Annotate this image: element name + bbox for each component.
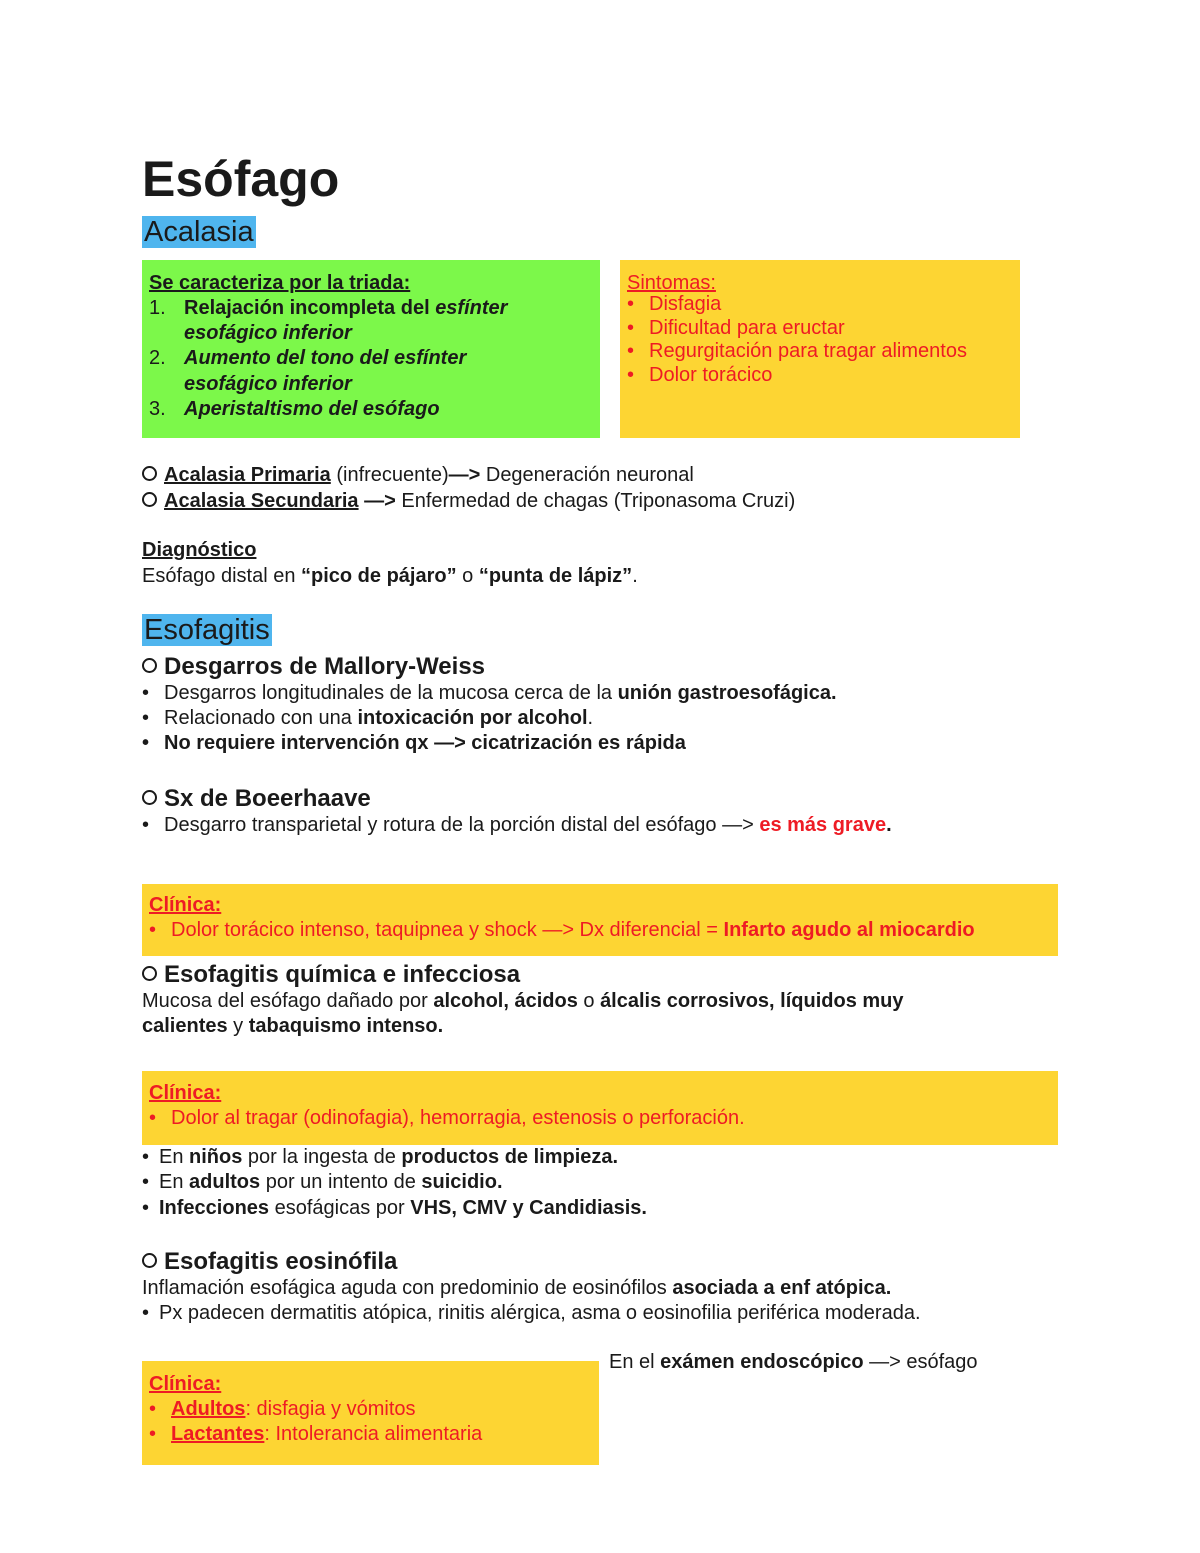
quimica-title: Esofagitis química e infecciosa bbox=[142, 960, 520, 990]
acalasia-secundaria: Acalasia Secundaria —> Enfermedad de chagas (Triponasoma Cruzi) bbox=[142, 489, 795, 514]
list-item: • Relacionado con una intoxicación por alcohol. bbox=[142, 707, 594, 729]
triad-item-3: 3. Aperistaltismo del esófago bbox=[149, 398, 440, 420]
clinica-label: Clínica: bbox=[149, 894, 222, 916]
circle-bullet-icon bbox=[142, 492, 157, 507]
triad-item-1-cont: esofágico inferior bbox=[184, 322, 352, 344]
circle-bullet-icon bbox=[142, 658, 157, 673]
list-item: • Lactantes: Intolerancia alimentaria bbox=[149, 1423, 483, 1445]
circle-bullet-icon bbox=[142, 966, 157, 981]
section-heading-esofagitis: Esofagitis bbox=[144, 614, 270, 646]
circle-bullet-icon bbox=[142, 790, 157, 805]
list-item: • Regurgitación para tragar alimentos bbox=[627, 340, 967, 362]
triad-item-2: 2. Aumento del tono del esfínter bbox=[149, 347, 467, 369]
list-item: • Desgarros longitudinales de la mucosa cerca de la unión gastroesofágica. bbox=[142, 682, 837, 704]
quimica-paragraph-2: calientes y tabaquismo intenso. bbox=[142, 1015, 444, 1037]
triad-intro: Se caracteriza por la triada: bbox=[149, 272, 411, 294]
boerhaave-title: Sx de Boeerhaave bbox=[142, 784, 371, 814]
list-item: • Disfagia bbox=[627, 293, 722, 315]
list-item: • Infecciones esofágicas por VHS, CMV y Candidiasis. bbox=[142, 1197, 647, 1219]
diagnostico-text: Esófago distal en “pico de pájaro” o “punta de lápiz”. bbox=[142, 565, 638, 587]
list-item: • Adultos: disfagia y vómitos bbox=[149, 1398, 416, 1420]
list-item: • Dolor al tragar (odinofagia), hemorragia, estenosis o perforación. bbox=[149, 1107, 745, 1129]
eosinofila-paragraph: Inflamación esofágica aguda con predominio de eosinófilos asociada a enf atópica. bbox=[142, 1277, 892, 1299]
sintomas-list bbox=[627, 293, 967, 387]
list-item: • Dificultad para eructar bbox=[627, 316, 845, 339]
list-item: • Px padecen dermatitis atópica, rinitis alérgica, asma o eosinofilia periférica moderada. bbox=[142, 1302, 921, 1324]
list-item: • No requiere intervención qx —> cicatrización es rápida bbox=[142, 732, 686, 754]
list-item: • En adultos por un intento de suicidio. bbox=[142, 1171, 503, 1193]
endoscopia-text: En el exámen endoscópico —> esófago bbox=[609, 1351, 978, 1373]
list-item: • Desgarro transparietal y rotura de la porción distal del esófago —> es más grave. bbox=[142, 814, 892, 836]
sintomas-label: Sintomas: bbox=[627, 272, 716, 294]
page-title: Esófago bbox=[142, 151, 340, 207]
list-item: • Dolor torácico intenso, taquipnea y shock —> Dx diferencial = Infarto agudo al miocardio bbox=[149, 919, 975, 941]
eosinofila-title: Esofagitis eosinófila bbox=[142, 1247, 397, 1277]
circle-bullet-icon bbox=[142, 1253, 157, 1268]
list-item: • En niños por la ingesta de productos de limpieza. bbox=[142, 1146, 619, 1168]
quimica-paragraph-1: Mucosa del esófago dañado por alcohol, ácidos o álcalis corrosivos, líquidos muy bbox=[142, 990, 904, 1012]
circle-bullet-icon bbox=[142, 466, 157, 481]
diagnostico-label: Diagnóstico bbox=[142, 539, 257, 561]
acalasia-primaria: Acalasia Primaria (infrecuente)—> Degeneración neuronal bbox=[142, 463, 694, 488]
section-heading-acalasia: Acalasia bbox=[144, 216, 254, 248]
list-item: • Dolor torácico bbox=[627, 363, 773, 386]
triad-item-1: 1. Relajación incompleta del esfínter bbox=[149, 297, 508, 319]
clinica-label: Clínica: bbox=[149, 1373, 222, 1395]
mallory-title: Desgarros de Mallory-Weiss bbox=[142, 652, 485, 682]
clinica-label: Clínica: bbox=[149, 1082, 222, 1104]
triad-item-2-cont: esofágico inferior bbox=[184, 373, 352, 395]
